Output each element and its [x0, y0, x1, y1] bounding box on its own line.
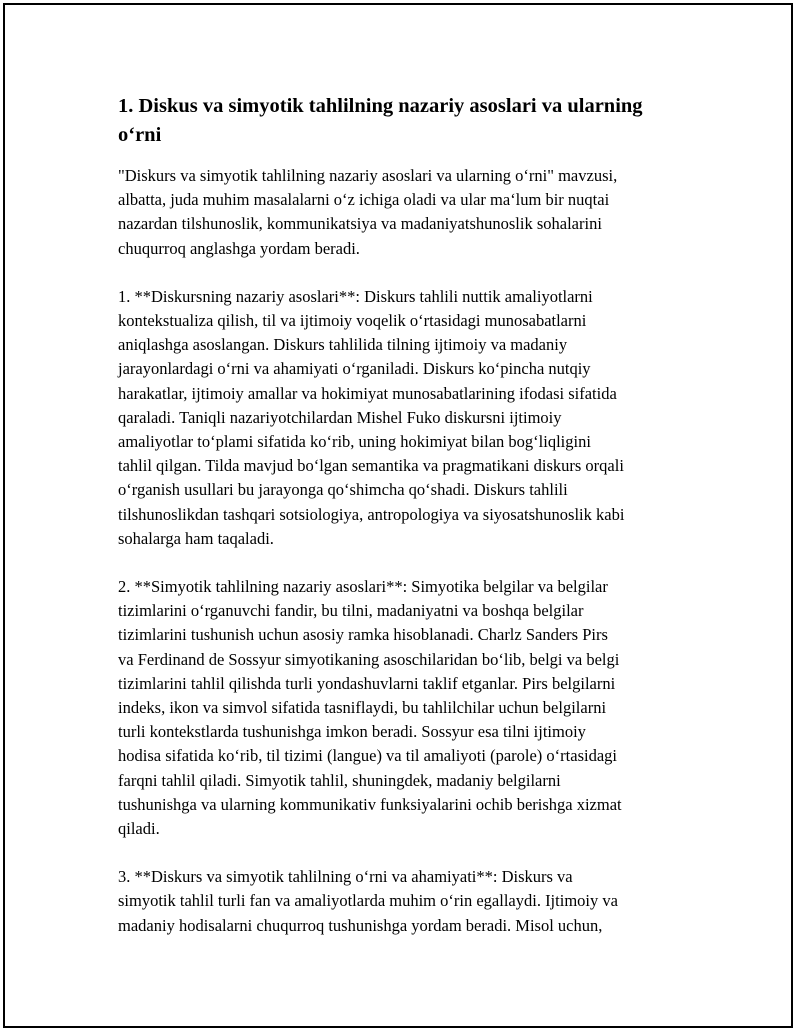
text-line: kontekstualiza qilish, til va ijtimoiy voqelik o‘rtasidagi munosabatlarni — [118, 311, 587, 331]
text-line: qaraladi. Taniqli nazariyotchilardan Mishel Fuko diskursni ijtimoiy — [118, 407, 562, 427]
text-line: tahlil qilgan. Tilda mavjud bo‘lgan semantika va pragmatikani diskurs orqali — [118, 456, 624, 476]
text-line: va Ferdinand de Sossyur simyotikaning asoschilaridan bo‘lib, belgi va belgi — [118, 649, 620, 669]
document-title — [118, 92, 684, 150]
text-line: "Diskurs va simyotik tahlilning nazariy asoslari va ularning o‘rni" mavzusi, — [118, 166, 618, 185]
text-line: hodisa sifatida ko‘rib, til tizimi (langue) va til amaliyoti (parole) o‘rtasidagi — [118, 746, 617, 766]
text-line: madaniy hodisalarni chuqurroq tushunishga yordam beradi. Misol uchun, — [118, 915, 603, 935]
text-line: jarayonlardagi o‘rni va ahamiyati o‘rganiladi. Diskurs ko‘pincha nutqiy — [118, 359, 591, 379]
text-line: sohalarga ham taqaladi. — [118, 528, 274, 548]
text-line: amaliyotlar to‘plami sifatida ko‘rib, uning hokimiyat bilan bog‘liqligini — [118, 432, 591, 452]
text-line: farqni tahlil qiladi. Simyotik tahlil, shuningdek, madaniy belgilarni — [118, 770, 561, 790]
text-line: o‘rganish usullari bu jarayonga qo‘shimcha qo‘shadi. Diskurs tahlili — [118, 480, 568, 500]
text-line: tizimlarini tushunish uchun asosiy ramka hisoblanadi. Charlz Sanders Pirs — [118, 625, 608, 645]
text-line: 1. **Diskursning nazariy asoslari**: Diskurs tahlili nuttik amaliyotlarni — [118, 286, 593, 306]
paragraph-intro — [118, 164, 684, 261]
title-line: o‘rni — [118, 124, 162, 146]
paragraph-discourse-theory — [118, 285, 684, 551]
text-line: tizimlarini o‘rganuvchi fandir, bu tilni, madaniyatni va boshqa belgilar — [118, 601, 584, 621]
text-line: 2. **Simyotik tahlilning nazariy asoslari**: Simyotika belgilar va belgilar — [118, 577, 608, 597]
text-line: harakatlar, ijtimoiy amallar va hokimiyat munosabatlarining ifodasi sifatida — [118, 383, 617, 403]
paragraph-role-importance — [118, 865, 684, 938]
text-line: 3. **Diskurs va simyotik tahlilning o‘rni va ahamiyati**: Diskurs va — [118, 867, 573, 887]
text-line: simyotik tahlil turli fan va amaliyotlarda muhim o‘rin egallaydi. Ijtimoiy va — [118, 891, 618, 911]
text-line: qiladi. — [118, 819, 160, 839]
text-line: albatta, juda muhim masalalarni o‘z ichiga oladi va ular ma‘lum bir nuqtai — [118, 190, 610, 210]
text-line: chuqurroq anglashga yordam beradi. — [118, 238, 360, 258]
text-line: tilshunoslikdan tashqari sotsiologiya, antropologiya va siyosatshunoslik kabi — [118, 504, 625, 524]
text-line: turli kontekstlarda tushunishga imkon beradi. Sossyur esa tilni ijtimoiy — [118, 722, 586, 742]
title-line: 1. Diskus va simyotik tahlilning nazariy asoslari va ularning — [118, 95, 643, 117]
text-line: nazardan tilshunoslik, kommunikatsiya va madaniyatshunoslik sohalarini — [118, 214, 602, 234]
text-line: tizimlarini tahlil qilishda turli yondashuvlarni taklif etganlar. Pirs belgilarni — [118, 673, 616, 693]
paragraph-semiotic-theory — [118, 575, 684, 841]
text-line: indeks, ikon va simvol sifatida tasniflaydi, bu tahlilchilar uchun belgilarni — [118, 698, 607, 718]
document-body — [118, 92, 684, 962]
text-line: aniqlashga asoslangan. Diskurs tahlilida tilning ijtimoiy va madaniy — [118, 335, 568, 355]
text-line: tushunishga va ularning kommunikativ funksiyalarini ochib berishga xizmat — [118, 794, 622, 814]
